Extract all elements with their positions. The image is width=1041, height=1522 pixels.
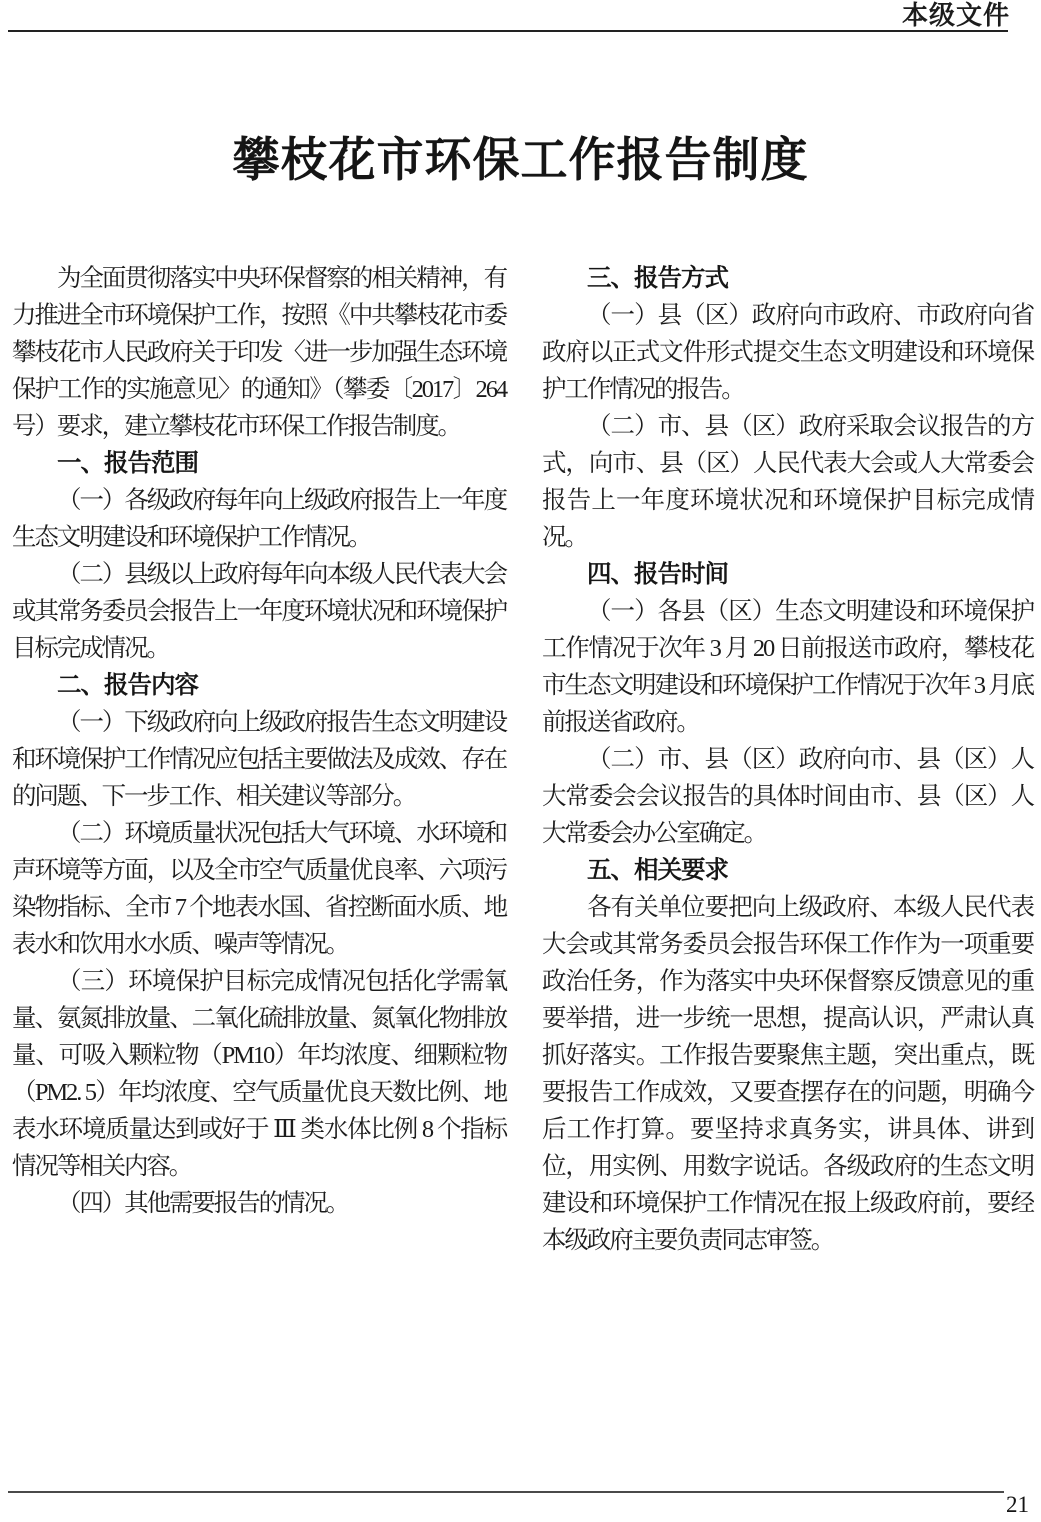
footer-rule	[8, 1491, 1004, 1493]
document-title: 攀枝花市环保工作报告制度	[232, 135, 809, 187]
paragraph: （二）县级以上政府每年向本级人民代表大会或其常务委员会报告上一年度环境状况和环境保护目标完成情况。	[12, 561, 506, 662]
left-column	[12, 260, 529, 1222]
section-heading: 一、报告范围	[57, 450, 198, 477]
header-section-label: 本级文件	[901, 0, 1010, 30]
paragraph: （二）市、县（区）政府向市、县（区）人大常委会会议报告的具体时间由市、县（区）人大常委会办公室确定。	[542, 746, 1033, 847]
header-rule	[8, 30, 1008, 32]
paragraph: （四）其他需要报告的情况。	[57, 1190, 349, 1217]
right-column	[542, 260, 1033, 1259]
paragraph: （一）县（区）政府向市政府、市政府向省政府以正式文件形式提交生态文明建设和环境保护工作情况的报告。	[542, 302, 1033, 403]
paragraph: （二）市、县（区）政府采取会议报告的方式，向市、县（区）人民代表大会或人大常委会报告上一年度环境状况和环境保护目标完成情况。	[542, 413, 1033, 551]
paragraph: （二）环境质量状况包括大气环境、水环境和声环境等方面，以及全市空气质量优良率、六项污染物指标、全市 7 个地表水国、省控断面水质、地表水和饮用水水质、噪声等情况。	[12, 820, 506, 958]
paragraph: （一）各县（区）生态文明建设和环境保护工作情况于次年 3 月 20 日前报送市政府，攀枝花市生态文明建设和环境保护工作情况于次年 3 月底前报送省政府。	[542, 598, 1033, 736]
section-heading: 二、报告内容	[57, 672, 198, 699]
page-number: 21	[1006, 1492, 1029, 1517]
paragraph: 各有关单位要把向上级政府、本级人民代表大会或其常务委员会报告环保工作作为一项重要政治任务，作为落实中央环保督察反馈意见的重要举措，进一步统一思想，提高认识，严肃认真抓好落实。工作报告要聚焦主题，突出重点，既要报告工作成效，又要查摆存在的问题，明确今后工作打算。要坚持求真务实，讲具体、讲到位，用实例、用数字说话。各级政府的生态文明建设和环境保护工作情况在报上级政府前，要经本级政府主要负责同志审签。	[542, 894, 1033, 1254]
paragraph: （三）环境保护目标完成情况包括化学需氧量、氨氮排放量、二氧化硫排放量、氮氧化物排放量、可吸入颗粒物（PM10）年均浓度、细颗粒物（PM2. 5）年均浓度、空气质量优良天数比例、地表水环境质量达到或好于 Ⅲ 类水体比例 8 个指标情况等相关内容。	[12, 968, 506, 1180]
paragraph: 为全面贯彻落实中央环保督察的相关精神，有力推进全市环境保护工作，按照《中共攀枝花市委 攀枝花市人民政府关于印发〈进一步加强生态环境保护工作的实施意见〉的通知》（攀委〔2017〕264号）要求，建立攀枝花市环保工作报告制度。	[12, 265, 529, 440]
section-heading: 四、报告时间	[587, 561, 728, 588]
paragraph: （一）各级政府每年向上级政府报告上一年度生态文明建设和环境保护工作情况。	[12, 487, 506, 551]
section-heading: 五、相关要求	[587, 857, 728, 884]
section-heading: 三、报告方式	[587, 265, 728, 292]
paragraph: （一）下级政府向上级政府报告生态文明建设和环境保护工作情况应包括主要做法及成效、存在的问题、下一步工作、相关建议等部分。	[12, 709, 506, 810]
